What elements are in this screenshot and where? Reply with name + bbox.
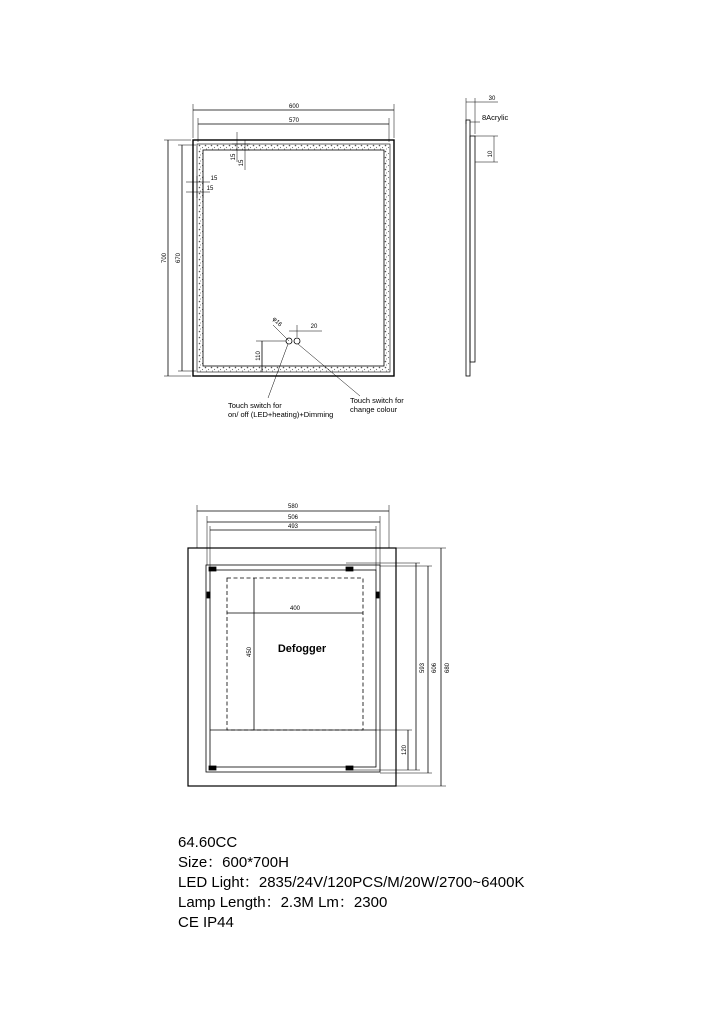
spec-model: 64.60CC	[178, 834, 238, 851]
back-box-inner	[210, 570, 376, 767]
back-outer-frame	[188, 548, 396, 786]
note-switch-colour-2: change colour	[350, 405, 398, 414]
back-box-outer	[206, 565, 380, 772]
note-switch-power-1: Touch switch for	[228, 401, 282, 410]
note-switch-colour-1: Touch switch for	[350, 396, 404, 405]
dim-back-height-outer: 680	[445, 662, 451, 674]
dim-switch-diameter: φ16	[270, 316, 283, 329]
dim-back-height-inner: 593	[420, 662, 426, 674]
front-view	[164, 104, 394, 398]
side-view	[466, 98, 498, 376]
spec-lamp: Lamp Length：2.3M Lm：2300	[178, 894, 388, 911]
dim-back-width-mid: 506	[287, 515, 299, 521]
dim-border-side-a: 15	[210, 176, 218, 182]
mirror-glass	[203, 150, 384, 366]
spec-size: Size：600*700H	[178, 854, 289, 871]
bracket-bottom-left	[209, 766, 216, 770]
spec-cert: CE IP44	[178, 914, 234, 931]
clip-left	[207, 592, 210, 598]
dim-back-width-outer: 580	[287, 504, 299, 510]
dim-overall-width: 600	[288, 104, 300, 110]
dim-switch-height: 110	[256, 351, 262, 361]
dim-back-bottom: 120	[402, 744, 408, 756]
bracket-bottom-right	[346, 766, 353, 770]
defogger-label: Defogger	[277, 643, 327, 655]
side-view-labels	[482, 96, 509, 157]
dim-border-top-a: 15	[231, 153, 237, 161]
dim-border-side-b: 15	[206, 186, 214, 192]
label-acrylic: 8Acrylic	[482, 113, 509, 122]
bracket-top-right	[346, 567, 353, 571]
dim-overall-height: 700	[162, 252, 168, 264]
dim-back-width-inner: 493	[287, 524, 299, 530]
dim-switch-spacing: 20	[310, 324, 318, 330]
dim-inner-width: 570	[288, 118, 300, 124]
side-profile-mirror	[466, 120, 470, 376]
dim-depth: 30	[488, 96, 496, 102]
dim-back-height-mid: 606	[432, 662, 438, 674]
spec-list	[178, 833, 524, 933]
dim-border-top-b: 15	[239, 159, 245, 167]
dim-edge: 10	[488, 150, 494, 158]
note-switch-power-2: on/ off (LED+heating)+Dimming	[228, 410, 334, 419]
dim-defogger-width: 400	[289, 606, 301, 612]
side-profile-backbox	[470, 136, 475, 362]
clip-right	[376, 592, 379, 598]
spec-led: LED Light：2835/24V/120PCS/M/20W/2700~6400K	[178, 874, 525, 891]
dim-inner-height: 670	[176, 252, 182, 264]
dim-defogger-height: 450	[247, 646, 253, 658]
back-view-labels	[247, 504, 451, 755]
